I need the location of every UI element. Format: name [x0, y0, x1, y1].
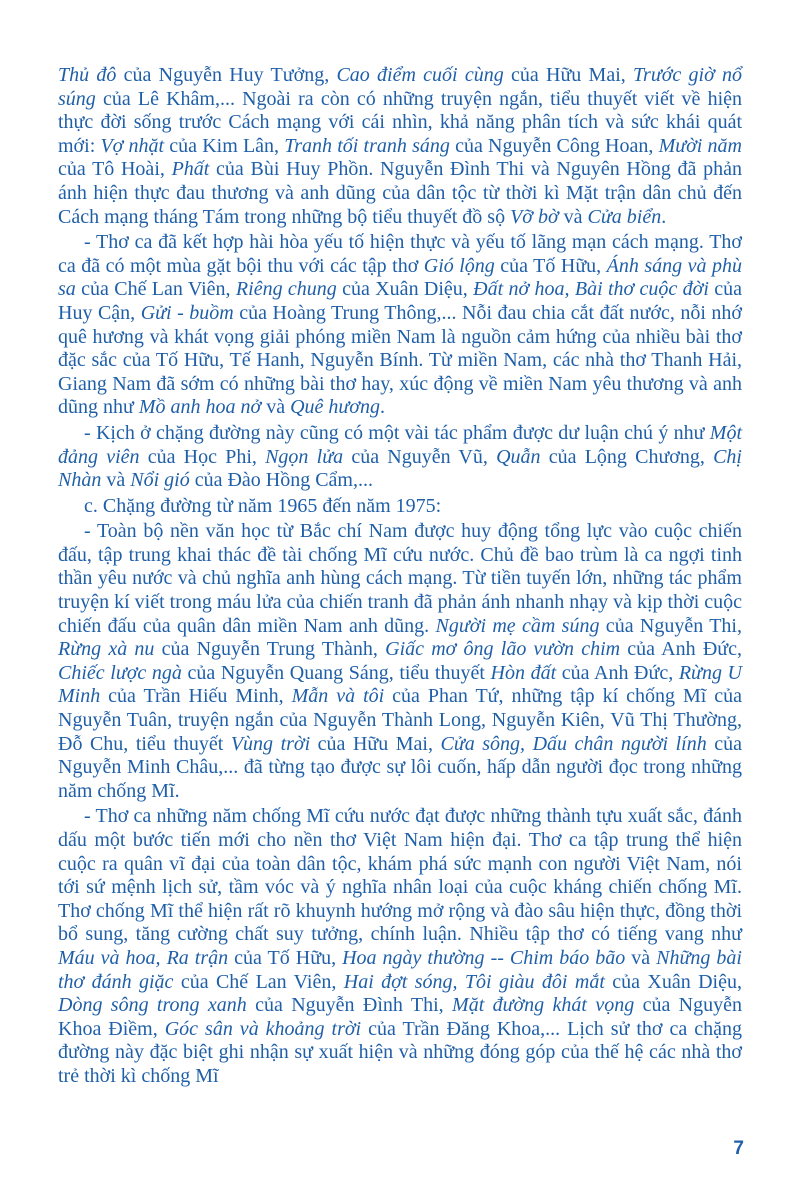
work-title: Mẫn và tôi — [291, 685, 385, 708]
text-run: của Nguyễn Công Hoan, — [449, 134, 659, 157]
text-run: của Hữu Mai, — [503, 64, 634, 86]
work-title: Phất — [171, 158, 210, 181]
paragraph — [58, 495, 742, 519]
work-title: Trước giờ nổ súng — [58, 64, 743, 110]
text-run: của Nguyễn Thi, — [599, 614, 742, 637]
work-title: Dòng sông trong xanh — [58, 994, 247, 1017]
work-title: Cửa sông, Dấu chân người lính — [440, 732, 707, 755]
work-title: Gửi - buồm — [140, 301, 234, 324]
work-title: Những bài thơ đánh giặc — [58, 946, 742, 993]
work-title: Rừng U Minh — [58, 661, 743, 708]
paragraph — [58, 231, 742, 420]
work-title: Rừng xà nu — [58, 638, 155, 661]
text-run: của Tố Hữu, — [228, 946, 343, 969]
text-run: và — [101, 469, 131, 492]
text-run: của Đào Hồng Cẩm,... — [189, 469, 373, 492]
text-run: của Huy Cận, — [58, 278, 742, 324]
work-title: Cửa biển — [587, 205, 662, 228]
text-run: và — [558, 205, 588, 228]
text-run: và — [261, 396, 291, 419]
work-title: Mồ anh hoa nở — [138, 396, 262, 419]
work-title: Quê hương — [290, 396, 380, 419]
text-run: của Bùi Huy Phồn. Nguyễn Đình Thi và Nguyên Hồng đã phản ánh hiện thực đau thương và anh dũng của dân tộc từ thời kì Mặt trận dân chủ đến Cách mạng tháng Tám trong những bộ tiểu thuyết đồ sộ — [58, 158, 742, 228]
work-title: Người mẹ cầm súng — [435, 614, 600, 637]
text-run: - Thơ ca những năm chống Mĩ cứu nước đạt được những thành tựu xuất sắc, đánh dấu một bước tiến mới cho nền thơ Việt Nam hiện đại. Thơ ca tập trung thể hiện cuộc ra quân vĩ đại của toàn dân tộc, khám phá sức mạnh con người Việt Nam, nói tới sứ mệnh lịch sử, tầm vóc và ý nghĩa nhân loại của cuộc kháng chiến chống Mĩ. Thơ chống Mĩ thể hiện rất rõ khuynh hướng mở rộng và đào sâu hiện thực, đồng thời bổ sung, tăng cường chất suy tưởng, chính luận. Nhiều tập thơ có tiếng vang như — [58, 805, 742, 946]
work-title: Vùng trời — [230, 732, 311, 755]
text-run: c. Chặng đường từ năm 1965 đến năm 1975: — [84, 494, 442, 517]
page-number: 7 — [733, 1138, 744, 1159]
text-run: của Hoàng Trung Thông,... Nỗi đau chia cắt đất nước, nỗi nhớ quê hương và khát vọng giải phóng miền Nam là nguồn cảm hứng của nhiều bài thơ đặc sắc của Tố Hữu, Tế Hanh, Nguyễn Bính. Từ miền Nam, các nhà thơ Thanh Hải, Giang Nam đã sớm có những bài thơ hay, xúc động về miền Nam yêu thương và anh dũng như — [58, 301, 742, 419]
text-run: của Nguyễn Đình Thi, — [246, 994, 453, 1017]
text-run: của Anh Đức, — [556, 661, 679, 684]
work-title: Cao điểm cuối cùng — [336, 64, 504, 86]
body-text — [58, 64, 742, 1089]
text-run: của Lộng Chương, — [540, 445, 714, 468]
text-run: của Chế Lan Viên, — [173, 970, 344, 993]
text-run: của Phan Tứ, những tập kí chống Mĩ của Nguyễn Tuân, truyện ngắn của Nguyễn Thành Long, Nguyễn Kiên, Vũ Thị Thường, Đỗ Chu, tiểu thuyết — [58, 685, 743, 755]
work-title: Tranh tối tranh sáng — [284, 134, 450, 157]
text-run: của Tố Hữu, — [494, 254, 607, 277]
text-run: của Nguyễn Khoa Điềm, — [58, 994, 743, 1040]
work-title: Góc sân và khoảng trời — [164, 1017, 362, 1040]
paragraph — [58, 805, 742, 1088]
text-run: của Xuân Diệu, — [336, 278, 474, 301]
work-title: Giấc mơ ông lão vườn chim — [385, 638, 621, 661]
text-run: của Kim Lân, — [164, 134, 285, 157]
text-run: - Kịch ở chặng đường này cũng có một vài tác phẩm được dư luận chú ý như — [84, 421, 710, 444]
work-title: Thủ đô — [58, 64, 117, 86]
work-title: Vỡ bờ — [510, 205, 559, 228]
work-title: Vợ nhặt — [100, 134, 165, 157]
text-run: của Nguyễn Quang Sáng, tiểu thuyết — [181, 661, 491, 684]
text-run: của Nguyễn Minh Châu,... đã từng tạo được sự lôi cuốn, hấp dẫn người đọc trong những năm chống Mĩ. — [58, 732, 742, 802]
text-run: của Hữu Mai, — [310, 732, 441, 755]
paragraph — [58, 422, 742, 493]
work-title: Riêng chung — [235, 278, 337, 301]
work-title: Mặt đường khát vọng — [452, 994, 635, 1017]
text-run: của Trần Hiếu Minh, — [100, 685, 292, 708]
text-run: của Nguyễn Vũ, — [343, 445, 497, 468]
text-run: của Nguyễn Trung Thành, — [154, 638, 386, 661]
text-run: của Xuân Diệu, — [604, 970, 742, 993]
work-title: Quẫn — [496, 445, 541, 468]
work-title: Một đảng viên — [58, 421, 742, 468]
text-run: của Trần Đăng Khoa,... Lịch sử thơ ca chặng đường này đặc biệt ghi nhận sự xuất hiện và những đóng góp của thế hệ các nhà thơ trẻ thời kì chống Mĩ — [58, 1017, 742, 1087]
text-run: . — [661, 205, 667, 228]
text-run: của Lê Khâm,... Ngoài ra còn có những truyện ngắn, tiểu thuyết viết về hiện thực đời sống trước Cách mạng với cái nhìn, khả năng phân tích và sức khái quát mới: — [58, 87, 742, 157]
work-title: Ngọn lửa — [265, 445, 344, 468]
text-run: của Tô Hoài, — [58, 158, 172, 181]
work-title: Gió lộng — [423, 254, 495, 277]
work-title: Hoa ngày thường -- Chim báo bão — [342, 946, 626, 969]
text-run: . — [379, 396, 385, 419]
work-title: Chị Nhàn — [58, 445, 742, 492]
text-run: của Học Phi, — [139, 445, 266, 468]
paragraph — [58, 520, 742, 803]
work-title: Chiếc lược ngà — [58, 661, 182, 684]
paragraph — [58, 64, 742, 229]
text-run: của Chế Lan Viên, — [75, 278, 236, 301]
text-run: của Anh Đức, — [620, 638, 742, 661]
work-title: Hòn đất — [490, 661, 557, 684]
work-title: Ánh sáng và phù sa — [58, 254, 742, 301]
work-title: Đất nở hoa, Bài thơ cuộc đời — [473, 278, 709, 301]
work-title: Hai đợt sóng, Tôi giàu đôi mắt — [343, 970, 605, 993]
work-title: Máu và hoa, Ra trận — [58, 946, 229, 969]
work-title: Mười năm — [658, 134, 742, 157]
text-run: - Toàn bộ nền văn học từ Bắc chí Nam được huy động tổng lực vào cuộc chiến đấu, tập trung khai thác đề tài chống Mĩ cứu nước. Chủ đề bao trùm là ca ngợi tinh thần yêu nước và chủ nghĩa anh hùng cách mạng. Từ tiền tuyến lớn, những tác phẩm truyện kí viết trong máu lửa của chiến tranh đã phản ánh nhanh nhạy và kịp thời cuộc chiến đấu của quân dân miền Nam anh dũng. — [58, 520, 742, 637]
text-run: - Thơ ca đã kết hợp hài hòa yếu tố hiện thực và yếu tố lãng mạn cách mạng. Thơ ca đã có một mùa gặt bội thu với các tập thơ — [58, 231, 742, 277]
work-title: Nổi gió — [130, 469, 190, 492]
text-run: và — [625, 946, 657, 969]
text-run: của Nguyễn Huy Tưởng, — [116, 64, 337, 86]
